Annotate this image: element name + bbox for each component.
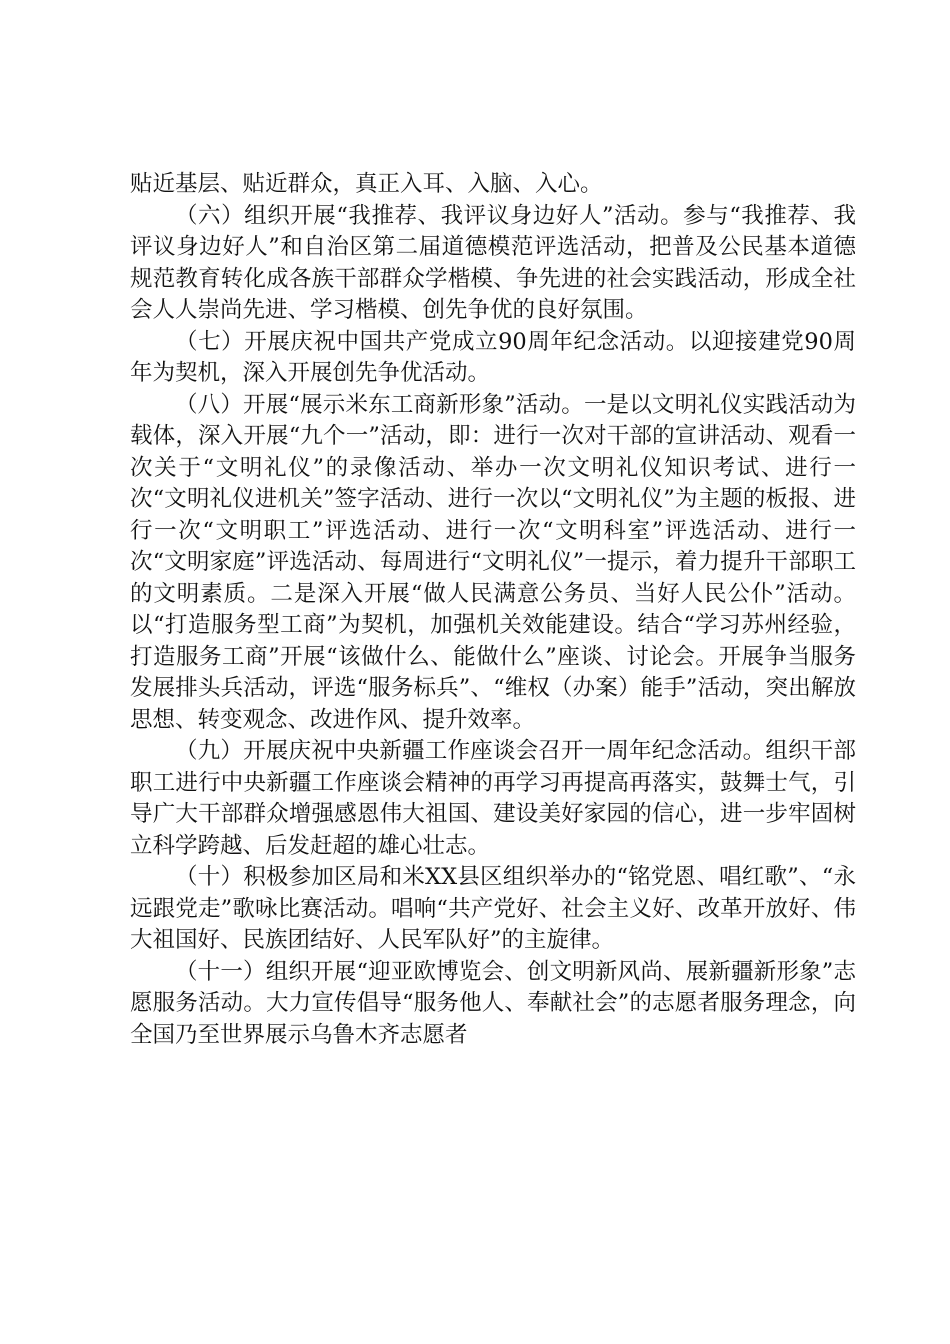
paragraph-item-7: （七）开展庆祝中国共产党成立90周年纪念活动。以迎接建党90周年为契机，深入开展创先争优活动。 (130, 328, 856, 386)
paragraph-item-9: （九）开展庆祝中央新疆工作座谈会召开一周年纪念活动。组织干部职工进行中央新疆工作座谈会精神的再学习再提高再落实，鼓舞士气，引导广大干部群众增强感恩伟大祖国、建设美好家园的信心，进一步牢固树立科学跨越、后发赶超的雄心壮志。 (130, 738, 856, 859)
paragraph-item-11: （十一）组织开展“迎亚欧博览会、创文明新风尚、展新疆新形象”志愿服务活动。大力宣传倡导“服务他人、奉献社会”的志愿者服务理念，向全国乃至世界展示乌鲁木齐志愿者 (130, 958, 856, 1048)
document-body (130, 169, 856, 1051)
paragraph-item-10: （十）积极参加区局和米XX县区组织举办的“铭党恩、唱红歌”、“永远跟党走”歌咏比赛活动。唱响“共产党好、社会主义好、改革开放好、伟大祖国好、民族团结好、人民军队好”的主旋律。 (130, 864, 856, 953)
paragraph-continuation: 贴近基层、贴近群众，真正入耳、入脑、入心。 (130, 171, 603, 197)
paragraph-item-6: （六）组织开展“我推荐、我评议身边好人”活动。参与“我推荐、我评议身边好人”和自治区第二届道德模范评选活动，把普及公民基本道德规范教育转化成各族干部群众学楷模、争先进的社会实践活动，形成全社会人人崇尚先进、学习楷模、创先争优的良好氛围。 (130, 202, 856, 323)
paragraph-item-8: （八）开展“展示米东工商新形象”活动。一是以文明礼仪实践活动为载体，深入开展“九个一”活动，即：进行一次对干部的宣讲活动、观看一次关于“文明礼仪”的录像活动、举办一次文明礼仪知识考试、进行一次“文明礼仪进机关”签字活动、进行一次以“文明礼仪”为主题的板报、进行一次“文明职工”评选活动、进行一次“文明科室”评选活动、进行一次“文明家庭”评选活动、每周进行“文明礼仪”一提示，着力提升干部职工的文明素质。二是深入开展“做人民满意公务员、当好人民公仆”活动。以“打造服务型工商”为契机，加强机关效能建设。结合“学习苏州经验，打造服务工商”开展“该做什么、能做什么”座谈、讨论会。开展争当服务发展排头兵活动，评选“服务标兵”、“维权（办案）能手”活动，突出解放思想、转变观念、改进作风、提升效率。 (130, 391, 856, 733)
